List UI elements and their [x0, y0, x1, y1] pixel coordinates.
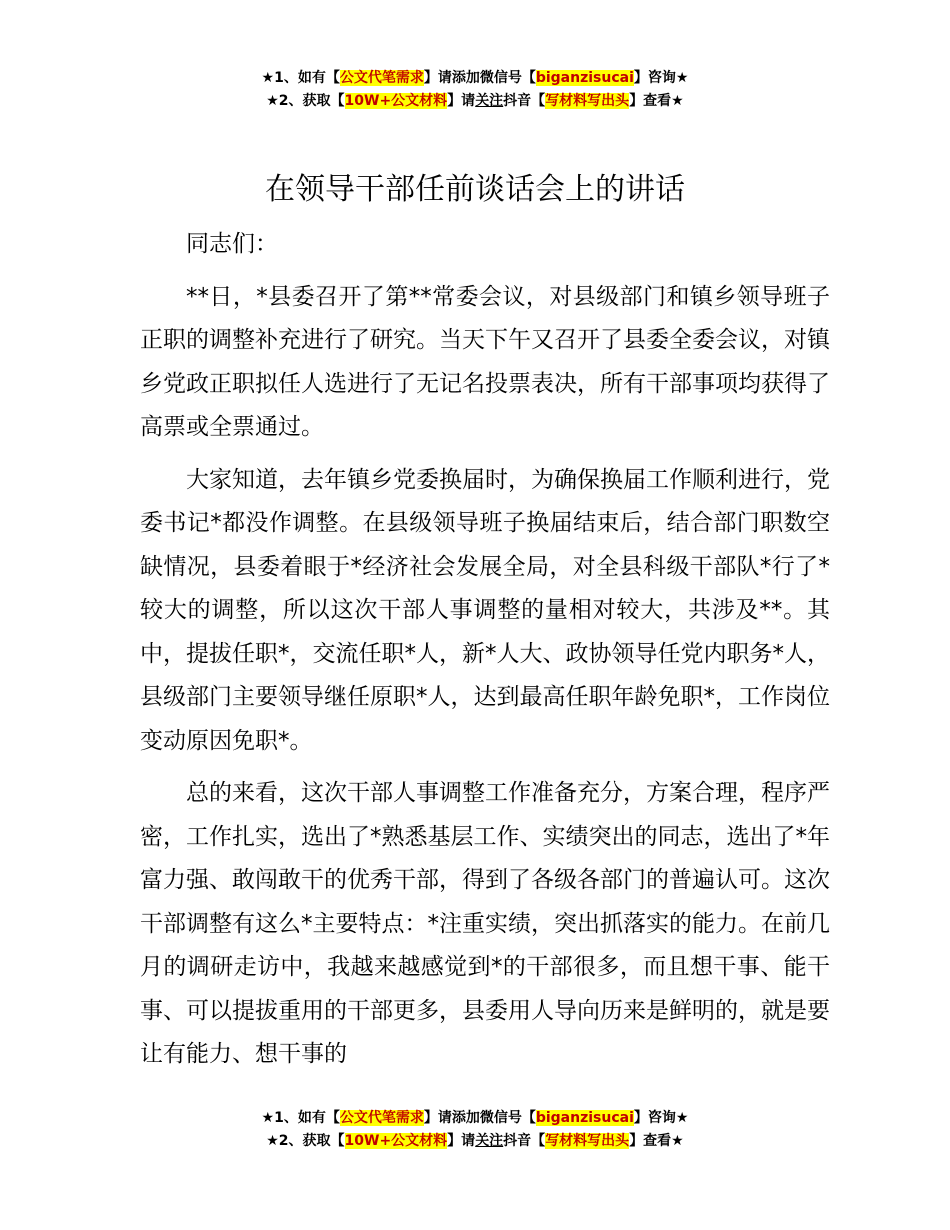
promo-text: 抖音【: [503, 1133, 546, 1149]
promo-text: 】查看★: [629, 1133, 684, 1149]
promo-text: 】查看★: [629, 93, 684, 109]
promo-text: 】请添加微信号【: [423, 70, 536, 86]
paragraph: **日，*县委召开了第**常委会议，对县级部门和镇乡领导班子正职的调整补充进行了研究。当天下午又召开了县委全委会议，对镇乡党政正职拟任人选进行了无记名投票表决，所有干部事项均获得了高票或全票通过。: [140, 283, 830, 440]
promo-underlined: 关注: [475, 93, 504, 109]
promo-wechat-id: biganzisucai: [535, 1110, 634, 1126]
promo-line-1: [0, 1107, 950, 1130]
promo-line-1: [0, 67, 950, 90]
promo-highlight: 公文代笔需求: [339, 1110, 424, 1126]
paragraph: 总的来看，这次干部人事调整工作准备充分，方案合理，程序严密，工作扎实，选出了*熟悉基层工作、实绩突出的同志，选出了*年富力强、敢闯敢干的优秀干部，得到了各级各部门的普遍认可。这次干部调整有这么*主要特点：*注重实绩，突出抓落实的能力。在前几月的调研走访中，我越来越感觉到*的干部很多，而且想干事、能干事、可以提拔重用的干部更多，县委用人导向历来是鲜明的，就是要让有能力、想干事的: [140, 780, 830, 1067]
promo-text: 】请添加微信号【: [423, 1110, 536, 1126]
promo-wechat-id: biganzisucai: [535, 70, 634, 86]
promo-text: ★1、如有【: [261, 70, 340, 86]
promo-text: ★1、如有【: [261, 1110, 340, 1126]
promo-line-2: [0, 90, 950, 113]
promo-text: ★2、获取【: [266, 1133, 345, 1149]
promo-highlight: 10W+公文材料: [344, 93, 448, 109]
header-promo-banner: [0, 67, 950, 113]
paragraph: 大家知道，去年镇乡党委换届时，为确保换届工作顺利进行，党委书记*都没作调整。在县级领导班子换届结束后，结合部门职数空缺情况，县委着眼于*经济社会发展全局，对全县科级干部队*行了*较大的调整，所以这次干部人事调整的量相对较大，共涉及**。其中，提拔任职*，交流任职*人，新*人大、政协领导任党内职务*人，县级部门主要领导继任原职*人，达到最高任职年龄免职*，工作岗位变动原因免职*。: [140, 466, 830, 754]
salutation: 同志们：: [186, 231, 278, 257]
document-body: [140, 223, 830, 1086]
promo-text: 】咨询★: [633, 70, 689, 86]
footer-promo-banner: [0, 1107, 950, 1153]
promo-text: 】请: [447, 1133, 476, 1149]
promo-highlight: 10W+公文材料: [344, 1133, 448, 1149]
promo-line-2: [0, 1130, 950, 1153]
promo-underlined: 关注: [475, 1133, 504, 1149]
promo-highlight: 公文代笔需求: [339, 70, 424, 86]
promo-highlight: 写材料写出头: [545, 93, 630, 109]
promo-text: 】咨询★: [633, 1110, 689, 1126]
promo-text: ★2、获取【: [266, 93, 345, 109]
promo-text: 抖音【: [503, 93, 546, 109]
document-title: 在领导干部任前谈话会上的讲话: [265, 172, 685, 207]
promo-highlight: 写材料写出头: [545, 1133, 630, 1149]
promo-text: 】请: [447, 93, 476, 109]
